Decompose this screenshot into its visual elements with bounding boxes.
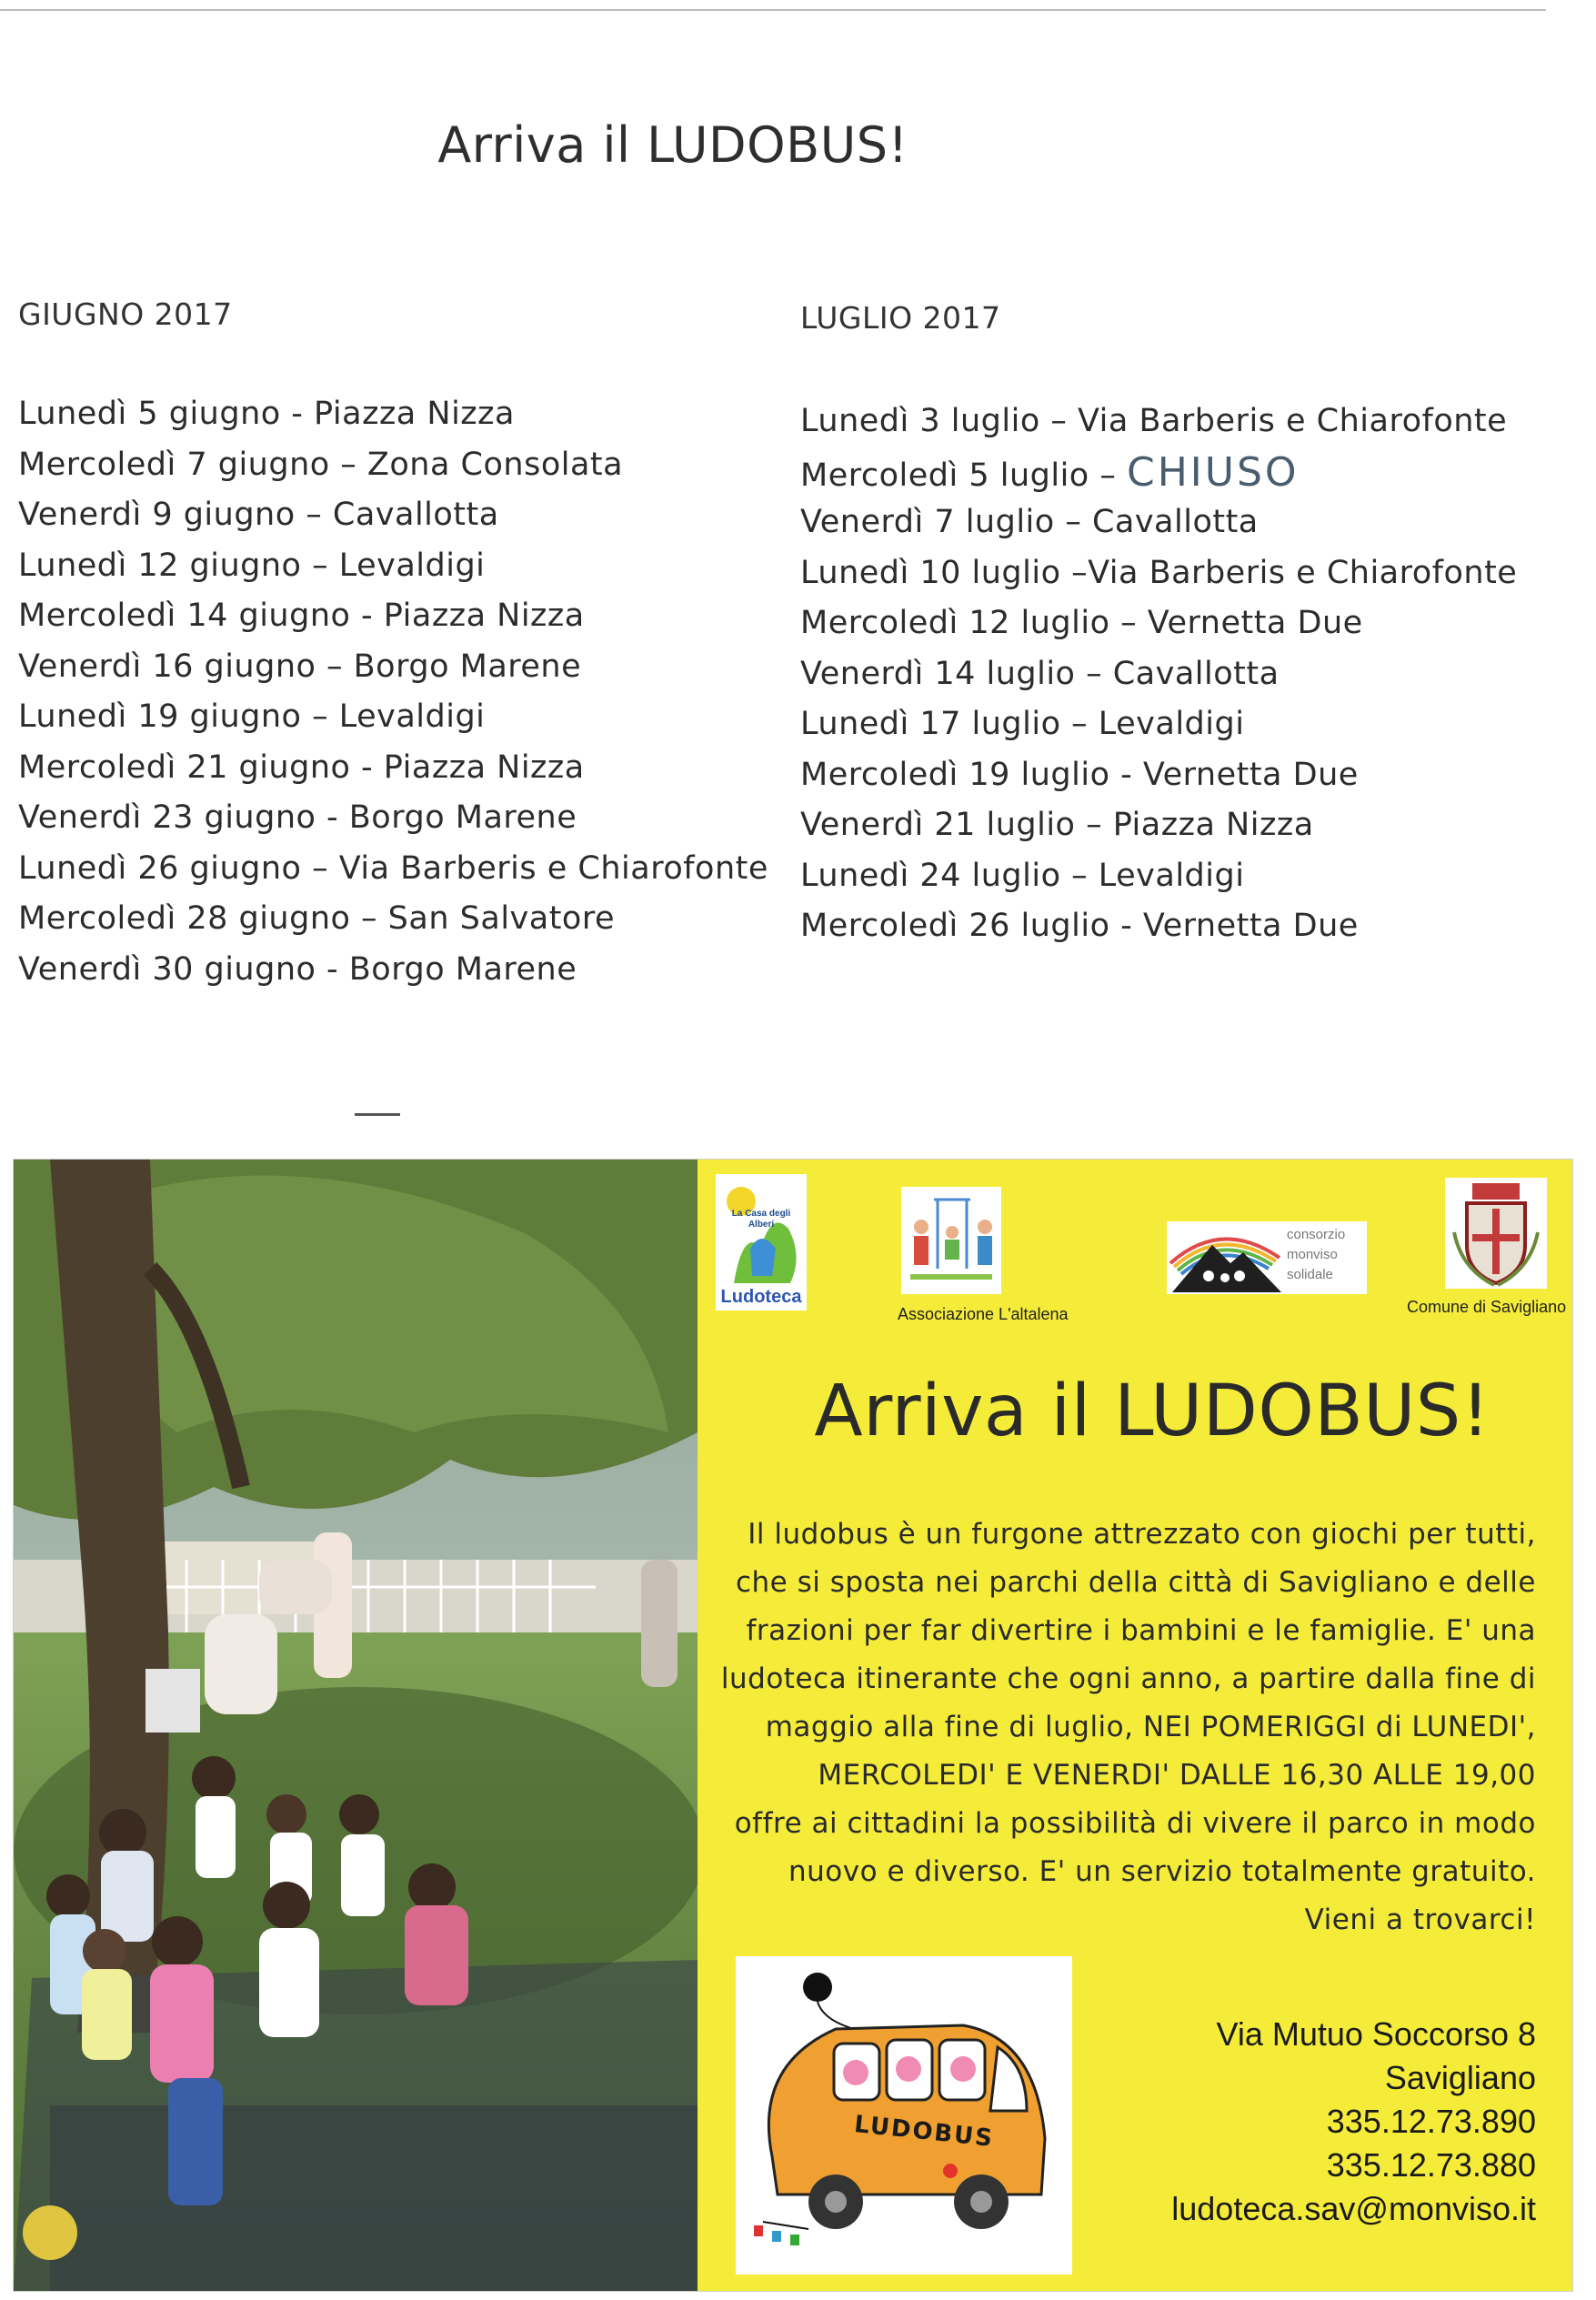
july-schedule-list bbox=[800, 397, 1517, 952]
schedule-entry-text: Mercoledì 5 luglio – bbox=[800, 457, 1117, 494]
consorzio-line: monviso bbox=[1287, 1247, 1338, 1262]
flyer-description bbox=[721, 1511, 1536, 1944]
comune-caption: Comune di Savigliano bbox=[1407, 1298, 1567, 1316]
contact-phone: 335.12.73.890 bbox=[1326, 2103, 1536, 2140]
description-line: frazioni per far divertire i bambini e le famiglie. E' una bbox=[746, 1614, 1536, 1647]
schedule-entry: Venerdì 16 giugno – Borgo Marene bbox=[18, 648, 582, 685]
comune-crest bbox=[1445, 1178, 1547, 1289]
consorzio-line: solidale bbox=[1287, 1267, 1333, 1282]
schedule-entry-closed bbox=[800, 447, 1517, 498]
ludobus-flyer bbox=[13, 1159, 1573, 2292]
description-line: Il ludobus è un furgone attrezzato con giochi per tutti, bbox=[748, 1518, 1536, 1551]
schedule-entry: Venerdì 9 giugno – Cavallotta bbox=[18, 497, 499, 533]
consorzio-line: consorzio bbox=[1287, 1227, 1346, 1242]
bus-label: LUDOBUS bbox=[852, 2111, 996, 2153]
schedule-entry: Lunedì 12 giugno – Levaldigi bbox=[18, 547, 486, 584]
july-heading: LUGLIO 2017 bbox=[800, 300, 1001, 336]
schedule-entry: Lunedì 3 luglio – Via Barberis e Chiarofonte bbox=[800, 403, 1508, 439]
page-title: Arriva il LUDOBUS! bbox=[437, 116, 908, 174]
schedule-entry: Lunedì 17 luglio – Levaldigi bbox=[800, 706, 1245, 742]
description-line: Vieni a trovarci! bbox=[1304, 1903, 1536, 1936]
schedule-entry: Mercoledì 19 luglio - Vernetta Due bbox=[800, 756, 1359, 793]
schedule-entry: Lunedì 19 giugno – Levaldigi bbox=[18, 698, 486, 735]
description-line: che si sposta nei parchi della città di Savigliano e delle bbox=[735, 1566, 1536, 1599]
consorzio-logo bbox=[1167, 1221, 1367, 1294]
schedule-entry: Mercoledì 14 giugno - Piazza Nizza bbox=[18, 598, 585, 634]
schedule-entry: Venerdì 7 luglio – Cavallotta bbox=[800, 504, 1259, 540]
flyer-title: Arriva il LUDOBUS! bbox=[814, 1371, 1491, 1452]
altalena-logo bbox=[901, 1187, 1001, 1294]
schedule-entry: Venerdì 21 luglio – Piazza Nizza bbox=[800, 807, 1314, 843]
schedule-entry: Lunedì 10 luglio –Via Barberis e Chiarofonte bbox=[800, 554, 1518, 591]
consorzio-text bbox=[1287, 1225, 1345, 1285]
closed-stamp: CHIUSO bbox=[1126, 448, 1300, 496]
schedule-entry: Lunedì 26 giugno – Via Barberis e Chiarofonte bbox=[18, 849, 768, 887]
altalena-caption: Associazione L'altalena bbox=[898, 1305, 1069, 1323]
scan-top-edge-line bbox=[0, 9, 1546, 11]
description-line: nuovo e diverso. E' un servizio totalmente gratuito. bbox=[788, 1855, 1536, 1888]
contact-address: Via Mutuo Soccorso 8 bbox=[1216, 2015, 1536, 2053]
ludoteca-badge: La Casa degli Alberi bbox=[731, 1209, 791, 1230]
ludobus-illustration bbox=[736, 1956, 1072, 2275]
schedule-entry: Lunedì 24 luglio – Levaldigi bbox=[800, 857, 1245, 894]
stray-pen-mark bbox=[355, 1113, 400, 1116]
schedule-entry: Mercoledì 21 giugno - Piazza Nizza bbox=[18, 748, 585, 786]
schedule-entry: Mercoledì 26 luglio - Vernetta Due bbox=[800, 908, 1359, 944]
schedule-entry: Mercoledì 12 luglio – Vernetta Due bbox=[800, 605, 1363, 641]
description-line: MERCOLEDI' E VENERDI' DALLE 16,30 ALLE 19,00 bbox=[818, 1759, 1536, 1792]
park-photo bbox=[14, 1160, 698, 2291]
description-line: maggio alla fine di luglio, NEI POMERIGGI di LUNEDI', bbox=[765, 1711, 1536, 1743]
june-schedule-list bbox=[18, 389, 768, 995]
contact-email: ludoteca.sav@monviso.it bbox=[1171, 2190, 1536, 2227]
contact-city: Savigliano bbox=[1384, 2059, 1536, 2096]
schedule-entry: Venerdì 14 luglio – Cavallotta bbox=[800, 655, 1280, 692]
ludoteca-logo bbox=[716, 1174, 807, 1311]
contact-info bbox=[1171, 2013, 1536, 2231]
schedule-entry: Mercoledì 7 giugno – Zona Consolata bbox=[18, 446, 624, 483]
info-panel bbox=[698, 1160, 1572, 2291]
ludoteca-logo-text: Ludoteca bbox=[720, 1287, 802, 1307]
contact-phone: 335.12.73.880 bbox=[1326, 2146, 1536, 2184]
description-line: offre ai cittadini la possibilità di vivere il parco in modo bbox=[734, 1807, 1536, 1840]
schedule-entry: Lunedì 5 giugno - Piazza Nizza bbox=[18, 396, 515, 432]
schedule-entry: Venerdì 30 giugno - Borgo Marene bbox=[18, 950, 577, 988]
schedule-entry: Mercoledì 28 giugno – San Salvatore bbox=[18, 900, 615, 937]
schedule-entry: Venerdì 23 giugno - Borgo Marene bbox=[18, 799, 577, 836]
description-line: ludoteca itinerante che ogni anno, a partire dalla fine di bbox=[720, 1662, 1536, 1695]
june-heading: GIUGNO 2017 bbox=[18, 296, 233, 332]
